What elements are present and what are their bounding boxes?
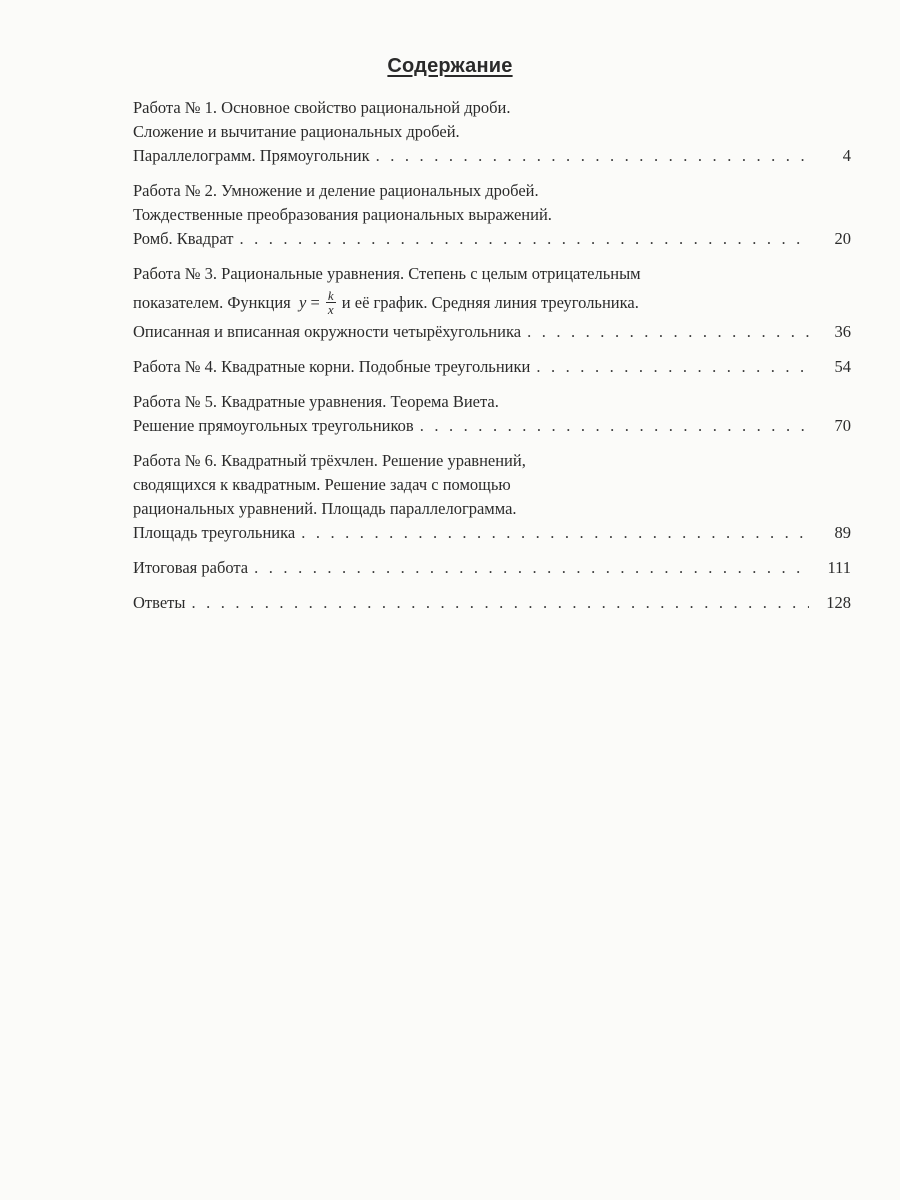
toc-entry-text: Площадь треугольника [133, 523, 296, 542]
toc-entry-text: Работа № 5. Квадратные уравнения. Теорема Виета. [133, 392, 499, 411]
toc-entry-6[interactable] [133, 449, 851, 545]
toc-entry-final-line [133, 414, 851, 438]
toc-entry-final-line [133, 144, 851, 168]
toc-entry-final-line [133, 227, 851, 251]
dot-leader [191, 591, 809, 615]
toc-entry-4[interactable] [133, 355, 851, 379]
table-of-contents [133, 96, 851, 626]
toc-entry-text: Решение прямоугольных треугольников [133, 416, 414, 435]
fraction-denominator: x [327, 301, 334, 317]
toc-entry-math-line [133, 286, 851, 320]
toc-entry-text: Параллелограмм. Прямоугольник [133, 146, 370, 165]
toc-entry-text: Работа № 2. Умножение и деление рациональных дробей. [133, 181, 539, 200]
toc-entry-text: Работа № 4. Квадратные корни. Подобные треугольники [133, 357, 531, 376]
fraction-numerator: k [327, 287, 334, 303]
page-number: 54 [834, 357, 851, 376]
dot-leader [527, 320, 809, 344]
dot-leader [420, 414, 809, 438]
math-equals: = [310, 293, 320, 312]
page-title: Содержание [387, 55, 513, 77]
page-number: 111 [827, 558, 851, 577]
toc-entry-final-line [133, 556, 851, 580]
dot-leader [536, 355, 809, 379]
toc-entry-text: и её график. Средняя линия треугольника. [341, 293, 639, 312]
page-number: 20 [834, 229, 851, 248]
page-number: 70 [834, 416, 851, 435]
toc-entry-text: Ромб. Квадрат [133, 229, 234, 248]
math-fraction [326, 289, 336, 316]
dot-leader [254, 556, 809, 580]
toc-entry-text: Работа № 3. Рациональные уравнения. Степень с целым отрицательным [133, 264, 641, 283]
page-number: 128 [826, 593, 851, 612]
toc-entry-text: Итоговая работа [133, 558, 249, 577]
toc-entry-text: рациональных уравнений. Площадь параллелограмма. [133, 499, 517, 518]
dot-leader [239, 227, 809, 251]
toc-entry-text: Работа № 6. Квадратный трёхчлен. Решение уравнений, [133, 451, 526, 470]
toc-entry-text: показателем. Функция [133, 293, 291, 312]
toc-entry-text: Работа № 1. Основное свойство рациональной дроби. [133, 98, 511, 117]
toc-entry-final-line [133, 320, 851, 344]
toc-entry-final-line [133, 521, 851, 545]
toc-entry-5[interactable] [133, 390, 851, 438]
toc-entry-text: сводящихся к квадратным. Решение задач с помощью [133, 475, 511, 494]
toc-entry-answers[interactable] [133, 591, 851, 615]
dot-leader [301, 521, 809, 545]
toc-entry-2[interactable] [133, 179, 851, 251]
toc-entry-text: Сложение и вычитание рациональных дробей. [133, 122, 460, 141]
dot-leader [376, 144, 809, 168]
toc-entry-1[interactable] [133, 96, 851, 168]
math-variable: y [299, 293, 307, 312]
page-number: 4 [842, 146, 851, 165]
toc-entry-final-test[interactable] [133, 556, 851, 580]
page-number: 36 [834, 322, 851, 341]
toc-entry-final-line [133, 355, 851, 379]
toc-entry-text: Описанная и вписанная окружности четырёхугольника [133, 322, 522, 341]
page-number: 89 [834, 523, 851, 542]
toc-entry-3[interactable] [133, 262, 851, 344]
toc-entry-text: Тождественные преобразования рациональных выражений. [133, 205, 552, 224]
toc-entry-text: Ответы [133, 593, 186, 612]
toc-entry-final-line [133, 591, 851, 615]
